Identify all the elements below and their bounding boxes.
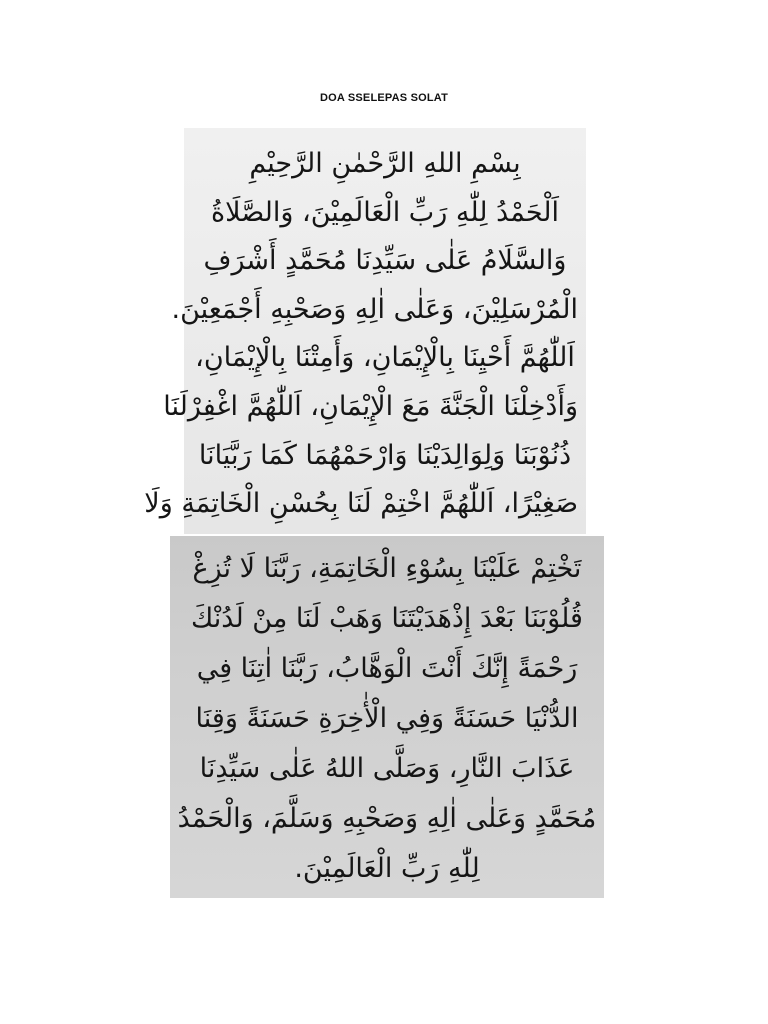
prayer-line: رَحْمَةً إِنَّكَ أَنْتَ الْوَهَّابُ، رَبَّنَا اٰتِنَا فِي (196, 653, 578, 684)
prayer-line: اَلْحَمْدُ لِلّٰهِ رَبِّ الْعَالَمِيْنَ، وَالصَّلَاةُ (210, 196, 560, 228)
prayer-line: وَأَدْخِلْنَا الْجَنَّةَ مَعَ الْإِيْمَانِ، اَللّٰهُمَّ اغْفِرْلَنَا (163, 390, 578, 422)
prayer-line: تَخْتِمْ عَلَيْنَا بِسُوْءِ الْخَاتِمَةِ، رَبَّنَا لَا تُزِغْ (192, 553, 582, 584)
prayer-line: قُلُوْبَنَا بَعْدَ إِذْهَدَيْتَنَا وَهَبْ لَنَا مِنْ لَدُنْكَ (191, 603, 583, 634)
prayer-line: الْمُرْسَلِيْنَ، وَعَلٰى اٰلِهِ وَصَحْبِهِ أَجْمَعِيْنَ. (171, 293, 578, 325)
prayer-line: مُحَمَّدٍ وَعَلٰى اٰلِهِ وَصَحْبِهِ وَسَلَّمَ، وَالْحَمْدُ (177, 803, 597, 834)
prayer-text-image-bottom (170, 536, 604, 898)
prayer-line: بِسْمِ اللهِ الرَّحْمٰنِ الرَّحِيْمِ (249, 148, 521, 179)
page-title: DOA SSELEPAS SOLAT (319, 92, 449, 104)
prayer-line: اَللّٰهُمَّ أَحْيِنَا بِالْإِيْمَانِ، وَأَمِتْنَا بِالْإِيْمَانِ، (195, 342, 575, 374)
prayer-text-image-top (144, 128, 586, 534)
prayer-line: الدُّنْيَا حَسَنَةً وَفِي الْأٰخِرَةِ حَسَنَةً وَقِنَا (195, 703, 579, 734)
prayer-line: صَغِيْرًا، اَللّٰهُمَّ اخْتِمْ لَنَا بِحُسْنِ الْخَاتِمَةِ وَلَا (144, 488, 578, 520)
prayer-line: ذُنُوْبَنَا وَلِوَالِدَيْنَا وَارْحَمْهُمَا كَمَا رَبَّيَانَا (198, 439, 572, 471)
prayer-line: لِلّٰهِ رَبِّ الْعَالَمِيْنَ. (294, 853, 480, 884)
prayer-line: وَالسَّلَامُ عَلٰى سَيِّدِنَا مُحَمَّدٍ أَشْرَفِ (203, 245, 567, 277)
prayer-line: عَذَابَ النَّارِ، وَصَلَّى اللهُ عَلٰى سَيِّدِنَا (199, 753, 575, 784)
